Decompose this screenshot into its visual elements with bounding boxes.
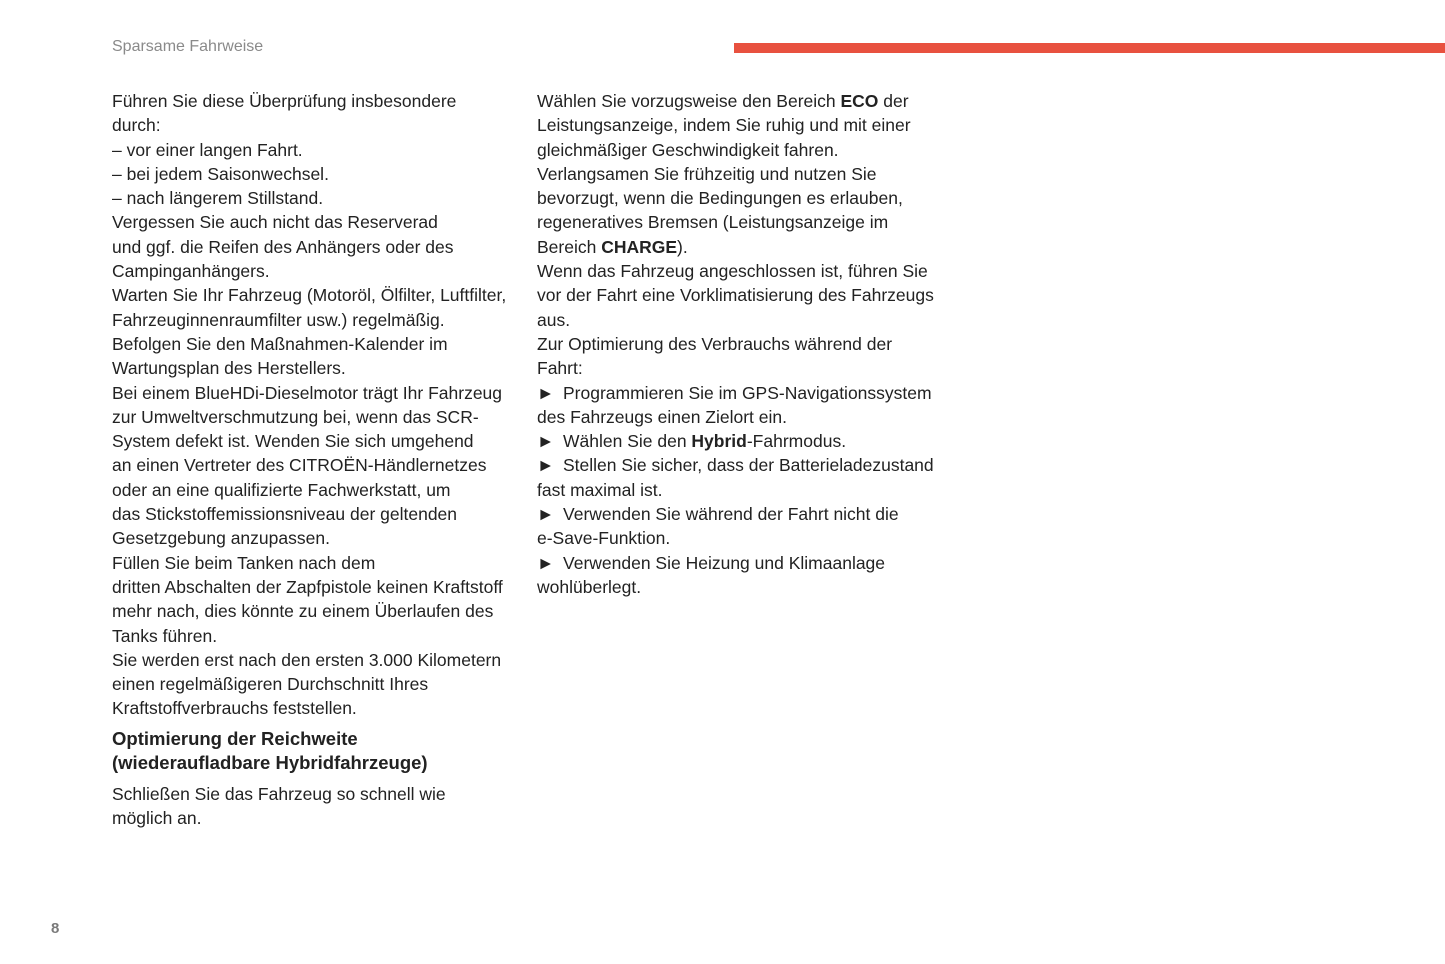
text-span: Bereich (537, 236, 602, 257)
text-line: und ggf. die Reifen des Anhängers oder des (112, 236, 454, 257)
arrow-right-icon: ► (537, 382, 555, 403)
text-line: e-Save-Funktion. (537, 528, 671, 549)
text-line: fast maximal ist. (537, 479, 663, 500)
section-heading-line: (wiederaufladbare Hybridfahrzeuge) (112, 752, 428, 774)
hybrid-label: Hybrid (691, 431, 747, 452)
text-line: Kraftstoffverbrauchs feststellen. (112, 698, 357, 719)
eco-label: ECO (840, 91, 879, 111)
page-header-title: Sparsame Fahrweise (112, 38, 264, 55)
text-line: wohlüberlegt. (537, 576, 642, 597)
bullet-item (537, 429, 957, 453)
text-line: Gesetzgebung anzupassen. (112, 528, 330, 549)
arrow-right-icon: ► (537, 431, 555, 452)
text-span: Stellen Sie sicher, dass der Batterieladezustand (563, 455, 934, 476)
text-line: Fahrt: (537, 358, 583, 379)
text-line: durch: (112, 115, 161, 136)
text-line: System defekt ist. Wenden Sie sich umgehend (112, 431, 474, 452)
text-line (537, 89, 957, 113)
arrow-right-icon: ► (537, 455, 555, 476)
text-line: Zur Optimierung des Verbrauchs während der (537, 333, 893, 354)
text-line: oder an eine qualifizierte Fachwerkstatt, um (112, 479, 451, 500)
text-line: Verlangsamen Sie frühzeitig und nutzen Sie (537, 163, 877, 184)
text-span: Wählen Sie vorzugsweise den Bereich (537, 91, 841, 111)
list-item: – bei jedem Saisonwechsel. (112, 163, 329, 184)
header-accent-bar (734, 43, 1445, 53)
left-column (112, 89, 522, 830)
charge-label: CHARGE (601, 236, 678, 257)
text-line: gleichmäßiger Geschwindigkeit fahren. (537, 139, 839, 160)
text-line: Campinganhängers. (112, 261, 270, 282)
text-line: Führen Sie diese Überprüfung insbesondere (112, 91, 457, 111)
text-span: Wählen Sie den (563, 431, 692, 452)
section-heading (112, 727, 522, 776)
text-span: Verwenden Sie Heizung und Klimaanlage (563, 552, 886, 573)
text-line: Fahrzeuginnenraumfilter usw.) regelmäßig. (112, 309, 445, 330)
text-line: zur Umweltverschmutzung bei, wenn das SCR- (112, 406, 479, 427)
text-line: Wartungsplan des Herstellers. (112, 358, 346, 379)
text-line: Tanks führen. (112, 625, 218, 646)
text-line: aus. (537, 309, 571, 330)
arrow-right-icon: ► (537, 552, 555, 573)
list-item: – nach längerem Stillstand. (112, 188, 324, 209)
text-span: ). (677, 236, 688, 257)
bullet-item (537, 453, 957, 477)
text-line: regeneratives Bremsen (Leistungsanzeige im (537, 212, 889, 233)
text-span: -Fahrmodus. (746, 431, 847, 452)
text-line: dritten Abschalten der Zapfpistole keinen Kraftstoff (112, 576, 503, 597)
text-line: mehr nach, dies könnte zu einem Überlaufen des (112, 601, 494, 622)
text-line: das Stickstoffemissionsniveau der geltenden (112, 504, 458, 525)
arrow-right-icon: ► (537, 504, 555, 525)
text-line: Leistungsanzeige, indem Sie ruhig und mit einer (537, 115, 911, 136)
text-line: Befolgen Sie den Maßnahmen-Kalender im (112, 333, 448, 354)
text-line: an einen Vertreter des CITROËN-Händlernetzes (112, 455, 487, 476)
text-line (537, 235, 957, 259)
text-line: Schließen Sie das Fahrzeug so schnell wie (112, 783, 446, 804)
text-line: des Fahrzeugs einen Zielort ein. (537, 406, 787, 427)
list-item: – vor einer langen Fahrt. (112, 139, 303, 160)
bullet-item (537, 381, 957, 405)
bullet-item (537, 551, 957, 575)
section-heading-line: Optimierung der Reichweite (112, 727, 358, 749)
text-line: Vergessen Sie auch nicht das Reserverad (112, 212, 438, 233)
text-line: möglich an. (112, 808, 202, 829)
text-line: Sie werden erst nach den ersten 3.000 Kilometern (112, 649, 502, 670)
text-line: Wenn das Fahrzeug angeschlossen ist, führen Sie (537, 261, 928, 282)
text-line: Warten Sie Ihr Fahrzeug (Motoröl, Ölfilter, Luftfilter, (112, 285, 507, 306)
text-line: vor der Fahrt eine Vorklimatisierung des Fahrzeugs (537, 285, 934, 306)
text-span: Verwenden Sie während der Fahrt nicht die (563, 504, 899, 525)
page-number: 8 (51, 920, 60, 937)
bullet-item (537, 502, 957, 526)
text-span: Programmieren Sie im GPS-Navigationssystem (563, 382, 932, 403)
text-line: Füllen Sie beim Tanken nach dem (112, 552, 376, 573)
text-line: Bei einem BlueHDi-Dieselmotor trägt Ihr Fahrzeug (112, 382, 503, 403)
right-column (537, 89, 957, 599)
text-span: der (878, 91, 909, 111)
text-line: einen regelmäßigeren Durchschnitt Ihres (112, 674, 429, 695)
text-line: bevorzugt, wenn die Bedingungen es erlauben, (537, 188, 903, 209)
